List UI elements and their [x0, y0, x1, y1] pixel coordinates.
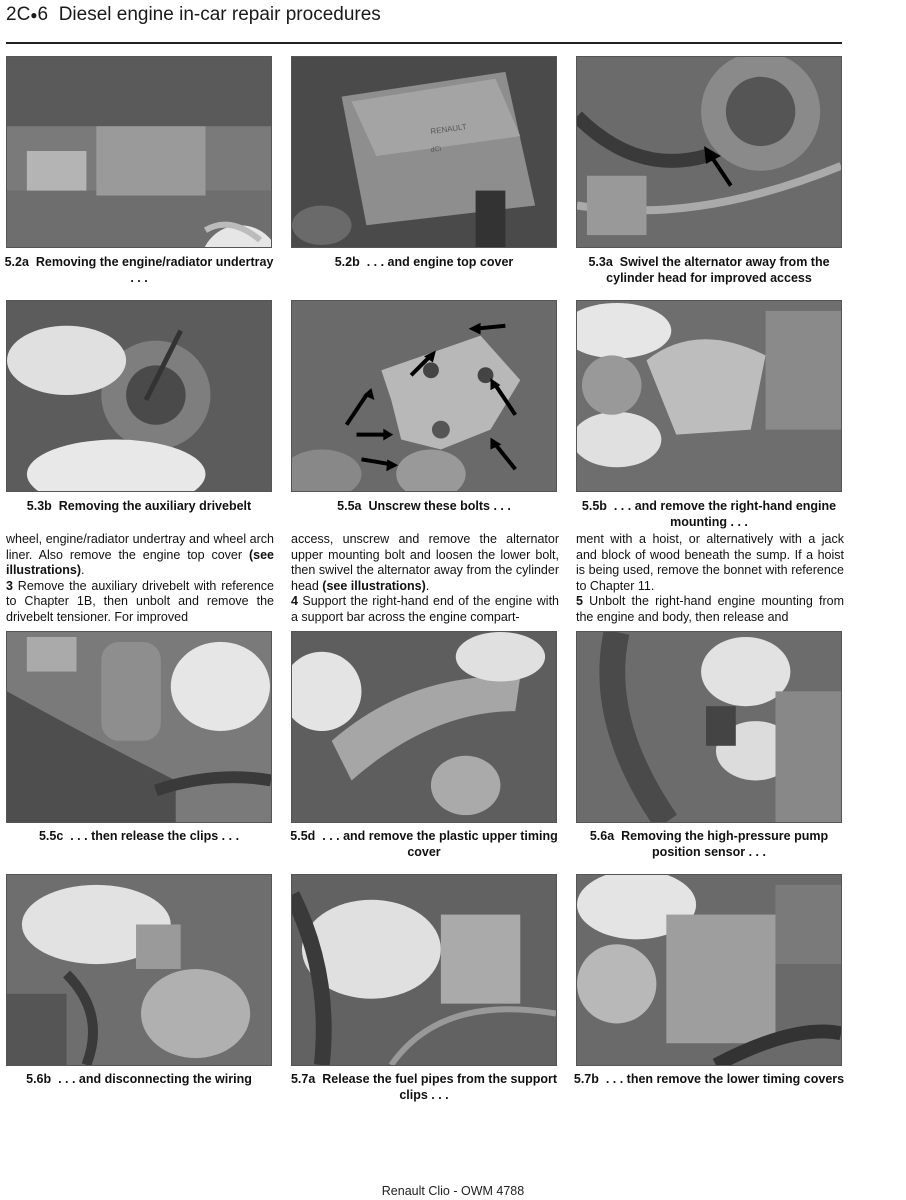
illustration-reference: (see illustrations) [322, 578, 426, 593]
caption-5-5a [288, 499, 560, 515]
caption-number: 5.7b [573, 1072, 599, 1086]
header-divider [6, 42, 842, 44]
caption-5-5c [3, 829, 275, 845]
page-footer: Renault Clio - OWM 4788 [381, 1184, 525, 1198]
caption-number: 5.7a [290, 1072, 316, 1086]
paragraph-text: ment with a hoist, or alternatively with a jack and block of wood beneath the sump. If a hoist is being used, remove the bonnet with reference to Chapter 11. [576, 532, 844, 593]
text-column-2 [291, 532, 559, 626]
photo-5-5d [291, 631, 557, 823]
caption-number: 5.2a [4, 255, 29, 269]
caption-text: Removing the high-pressure pump position sensor . . . [621, 829, 829, 859]
caption-text: . . . and disconnecting the wiring [58, 1072, 252, 1086]
photo-5-3b [6, 300, 272, 492]
caption-text: . . . and remove the plastic upper timing cover [322, 829, 558, 859]
caption-text: . . . then remove the lower timing covers [605, 1072, 845, 1086]
photo-5-7a [291, 874, 557, 1066]
page-header [6, 4, 381, 26]
caption-text: Swivel the alternator away from the cylinder head for improved access [606, 255, 830, 285]
caption-number: 5.3b [26, 499, 52, 513]
caption-number: 5.5b [581, 499, 607, 513]
caption-text: Unscrew these bolts . . . [368, 499, 511, 513]
paragraph-end: . [81, 563, 85, 578]
cover-badge: dCi [430, 145, 442, 154]
caption-number: 5.2b [334, 255, 360, 269]
caption-5-2a [3, 255, 275, 286]
paragraph-text: Support the right-hand end of the engine with a support bar across the engine compart- [291, 594, 559, 624]
page-title: Diesel engine in-car repair procedures [58, 4, 381, 26]
paragraph-text: Remove the auxiliary drivebelt with reference to Chapter 1B, then unbolt and remove the drivebelt tensioner. For improved [6, 578, 275, 624]
caption-number: 5.5d [290, 829, 316, 843]
caption-number: 5.3a [588, 255, 613, 269]
caption-5-6b [3, 1072, 275, 1088]
paragraph-text: access, unscrew and remove the alternator upper mounting bolt and loosen the lower bolt, then swivel the alternator away from the cylinder head [291, 532, 559, 593]
caption-text: Release the fuel pipes from the support clips . . . [322, 1072, 558, 1102]
caption-number: 5.6a [589, 829, 615, 843]
bullet-separator: ● [30, 8, 38, 22]
step-number: 4 [291, 594, 298, 609]
photo-5-6b [6, 874, 272, 1066]
caption-5-5d [288, 829, 560, 860]
photo-5-5b [576, 300, 842, 492]
caption-number: 5.6b [26, 1072, 52, 1086]
caption-5-2b [288, 255, 560, 271]
photo-5-7b [576, 874, 842, 1066]
photo-5-5c [6, 631, 272, 823]
illustration-reference: (see illustrations) [6, 547, 274, 578]
photo-5-2a [6, 56, 272, 248]
caption-number: 5.5a [337, 499, 362, 513]
paragraph-end: . [425, 578, 430, 593]
caption-5-5b [573, 499, 845, 530]
text-column-3 [576, 532, 844, 626]
photo-5-5a [291, 300, 557, 492]
caption-text: Removing the engine/radiator undertray . . . [35, 255, 274, 285]
step-number: 3 [6, 578, 13, 593]
paragraph-text: Unbolt the right-hand engine mounting from the engine and body, then release and [576, 594, 844, 624]
step-number: 5 [576, 594, 583, 609]
caption-5-7a [288, 1072, 560, 1103]
caption-5-3a [573, 255, 845, 286]
caption-text: . . . and engine top cover [366, 255, 514, 269]
section-number: 2C [6, 4, 31, 26]
text-column-1 [6, 532, 274, 626]
caption-5-6a [573, 829, 845, 860]
caption-number: 5.5c [38, 829, 64, 843]
caption-text: . . . then release the clips . . . [70, 829, 240, 843]
caption-5-3b [3, 499, 275, 515]
caption-text: . . . and remove the right-hand engine mounting . . . [613, 499, 837, 529]
paragraph-text: wheel, engine/radiator undertray and wheel arch liner. Also remove the engine top cover [6, 532, 274, 562]
photo-5-2b [291, 56, 557, 248]
photo-5-6a [576, 631, 842, 823]
page-number: 6 [37, 4, 49, 26]
photo-5-3a [576, 56, 842, 248]
caption-text: Removing the auxiliary drivebelt [58, 499, 252, 513]
caption-5-7b [573, 1072, 845, 1088]
cover-logo: RENAULT [429, 122, 468, 137]
